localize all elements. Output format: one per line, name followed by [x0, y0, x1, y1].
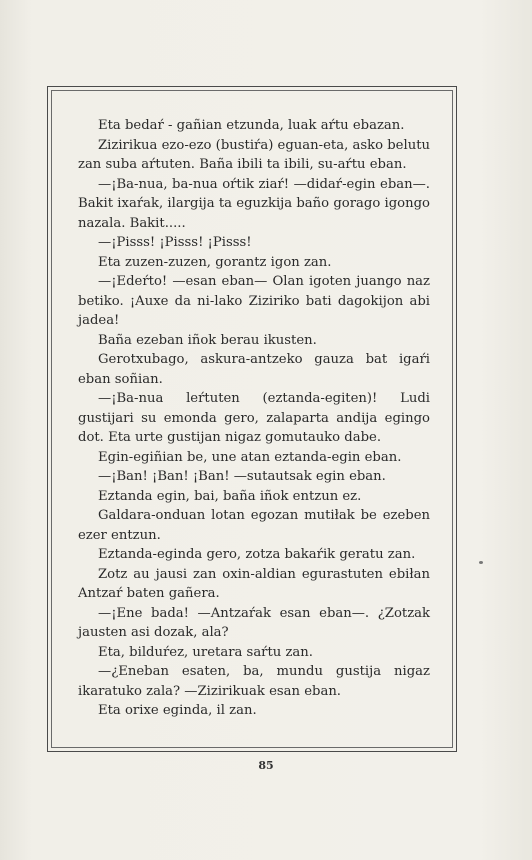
- paragraph: Zizirikua ezo-ezo (bustiŕa) eguan-eta, asko belutu zan suba aŕtuten. Baña ibili ta ibili, su-aŕtu eban.: [78, 137, 430, 172]
- paragraph: —¡Edeŕto! —esan eban— Olan igoten juango naz betiko. ¡Auxe da ni-lako Ziziriko bati dagokijon abi jadea!: [78, 274, 430, 328]
- paragraph: —¡Ba-nua, ba-nua oŕtik ziaŕ! —didaŕ-egin eban—. Bakit ixaŕak, ilargija ta eguzkija baño gorago igongo nazala. Bakit.....: [78, 176, 430, 231]
- paragraph: —¡Pisss! ¡Pisss! ¡Pisss!: [98, 235, 252, 250]
- paragraph: Eta zuzen-zuzen, gorantz igon zan.: [98, 254, 332, 270]
- paragraph: Egin-egiñian be, une atan eztanda-egin eban.: [98, 449, 402, 465]
- page-number: 85: [258, 759, 274, 772]
- paragraph: Eta, bilduŕez, uretara saŕtu zan.: [98, 644, 313, 660]
- paragraph: —¡Ban! ¡Ban! ¡Ban! —sutautsak egin eban.: [98, 469, 386, 484]
- paragraph: —¡Ba-nua leŕtuten (eztanda-egiten)! Ludi gustijari su emonda gero, zalaparta andija egingo dot. Eta urte gustijan nigaz gomutauko dabe.: [78, 391, 430, 445]
- paragraph: —¿Eneban esaten, ba, mundu gustija nigaz ikaratuko zala? —Zizirikuak esan eban.: [78, 664, 430, 699]
- paragraph: Eztanda egin, bai, baña iñok entzun ez.: [98, 488, 362, 504]
- paragraph: —¡Ene bada! —Antzaŕak esan eban—. ¿Zotzak jausten asi dozak, ala?: [78, 605, 430, 640]
- paragraph: Galdara-onduan lotan egozan mutiłak be ezeben ezer entzun.: [78, 508, 430, 543]
- ink-speck: [479, 561, 483, 564]
- paragraph: Baña ezeban iñok berau ikusten.: [98, 332, 317, 348]
- paragraph: Eztanda-eginda gero, zotza bakaŕik geratu zan.: [98, 547, 416, 562]
- paragraph: Eta bedaŕ - gañian etzunda, luak aŕtu ebazan.: [98, 118, 405, 133]
- paragraph: Zotz au jausi zan oxin-aldian egurastuten ebiłan Antzaŕ baten gañera.: [78, 566, 430, 601]
- body-text: [78, 116, 430, 721]
- paragraph: Eta orixe eginda, il zan.: [98, 703, 257, 718]
- paragraph: Gerotxubago, askura-antzeko gauza bat igaŕi eban soñian.: [78, 352, 430, 387]
